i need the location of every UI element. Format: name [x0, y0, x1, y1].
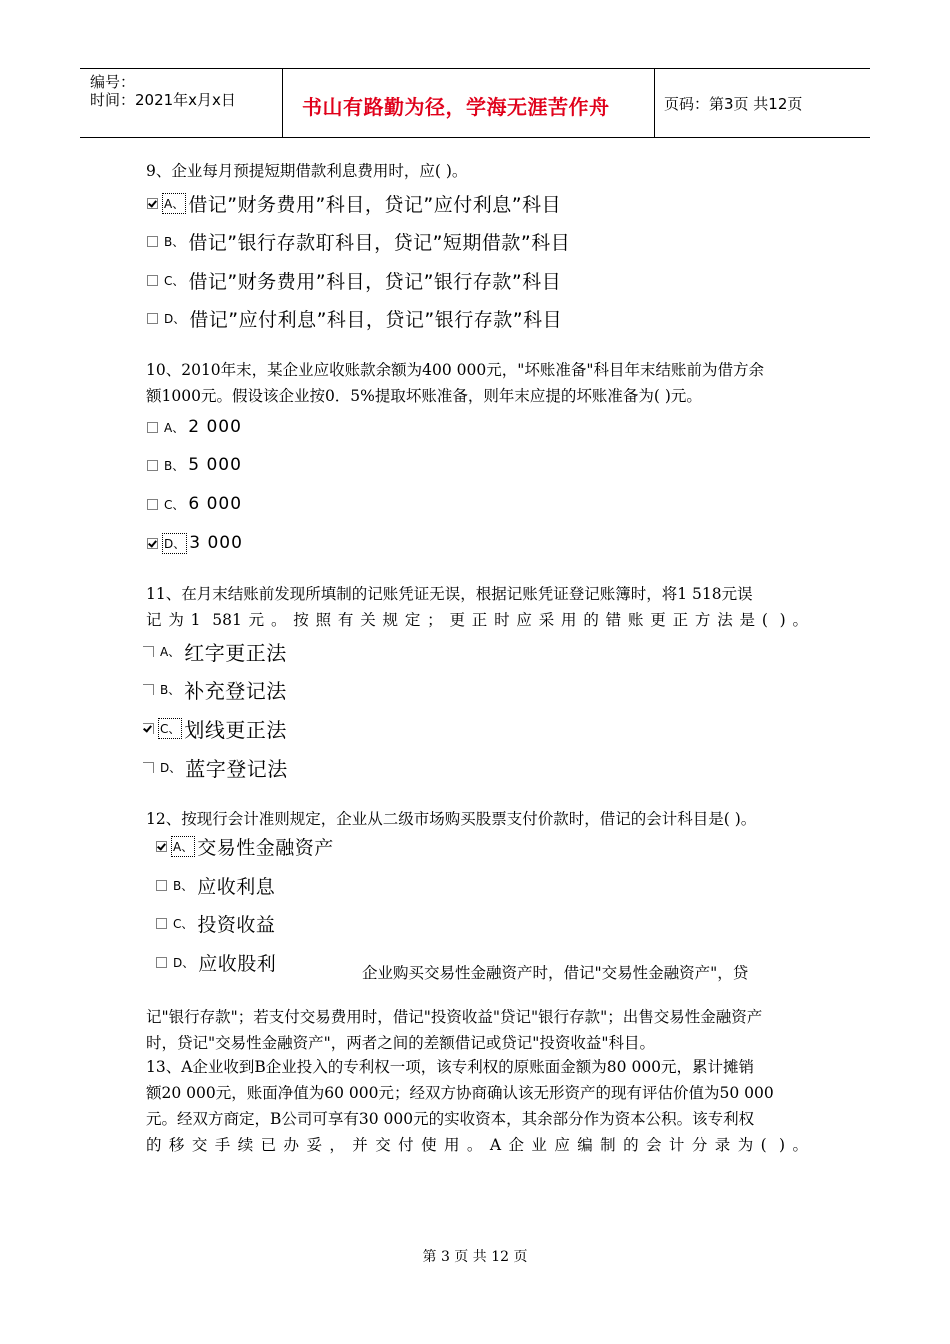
q11-option-b[interactable] [143, 677, 287, 701]
document-header [80, 68, 870, 138]
question-9-stem: 9、企业每月预提短期借款利息费用时，应( )。 [146, 162, 468, 180]
option-text: 划线更正法 [184, 717, 287, 742]
checkbox[interactable] [156, 880, 167, 891]
option-text: 2 000 [188, 417, 242, 437]
option-text: 交易性金融资产 [197, 836, 334, 859]
checkbox[interactable] [143, 684, 154, 695]
date-line: 时间：2021年x月x日 [90, 91, 236, 109]
checkbox[interactable] [147, 460, 158, 471]
checkbox[interactable] [156, 918, 167, 929]
option-letter: B、 [173, 878, 194, 893]
option-text: 红字更正法 [184, 640, 287, 665]
q9-option-d[interactable] [147, 306, 562, 330]
q9-option-b[interactable] [147, 229, 570, 253]
q12-option-d[interactable] [156, 950, 276, 974]
q10-option-c[interactable] [147, 492, 242, 516]
serial-label: 编号： [90, 73, 136, 91]
page-footer: 第 3 页 共 12 页 [422, 1249, 528, 1265]
checkbox-checked[interactable] [147, 538, 158, 549]
question-12-stem: 12、按现行会计准则规定，企业从二级市场购买股票支付价款时，借记的会计科目是( )。 [146, 810, 757, 828]
option-letter: C、 [160, 721, 181, 736]
option-letter: C、 [164, 497, 185, 512]
option-text: 6 000 [188, 494, 243, 514]
option-text: 借记”财务费用”科目，贷记”应付利息”科目 [188, 193, 562, 216]
q11-option-d[interactable] [143, 755, 288, 779]
question-11-stem-line1: 11、在月末结账前发现所填制的记账凭证无误，根据记账凭证登记账簿时，将1 518元误 [146, 585, 753, 603]
option-text: 应收利息 [197, 875, 276, 898]
option-letter: D、 [160, 760, 182, 775]
page-info: 页码：第3页 共12页 [664, 95, 803, 113]
q11-option-c[interactable] [143, 716, 287, 740]
header-divider [654, 69, 655, 137]
header-divider [282, 69, 283, 137]
q12-explanation-line3: 时，贷记"交易性金融资产"，两者之间的差额借记或贷记"投资收益"科目。 [146, 1034, 656, 1052]
question-13-line3: 元。经双方商定，B公司可享有30 000元的实收资本，其余部分作为资本公积。该专利权 [146, 1110, 755, 1128]
q12-option-c[interactable] [156, 911, 275, 935]
q11-option-a[interactable] [143, 639, 287, 663]
checkbox-checked[interactable] [143, 723, 154, 734]
option-letter: B、 [160, 682, 181, 697]
q10-option-d[interactable] [147, 531, 243, 555]
q10-option-a[interactable] [147, 415, 242, 439]
question-13-line2: 额20 000元，账面净值为60 000元；经双方协商确认该无形资产的现有评估价值为50 000 [146, 1084, 774, 1102]
checkbox[interactable] [143, 762, 154, 773]
option-letter: D、 [164, 536, 186, 551]
option-text: 借记”应付利息”科目，贷记”银行存款”科目 [189, 308, 563, 331]
option-text: 借记”银行存款耵科目，贷记”短期借款”科目 [188, 231, 571, 254]
q10-option-b[interactable] [147, 453, 242, 477]
option-letter: A、 [173, 839, 194, 854]
q9-option-a[interactable] [147, 191, 561, 215]
question-13-line4: 的移交手续已办妥，并交付使用。A企业应编制的会计分录为( )。 [146, 1136, 808, 1154]
q9-option-c[interactable] [147, 268, 561, 292]
q12-option-b[interactable] [156, 873, 275, 897]
option-letter: D、 [164, 311, 186, 326]
option-letter: C、 [173, 916, 194, 931]
checkbox-checked[interactable] [156, 841, 167, 852]
option-letter: B、 [164, 234, 185, 249]
question-10-stem-line1: 10、2010年末，某企业应收账款余额为400 000元，"坏账准备"科目年末结账前为借方余 [146, 361, 765, 379]
q12-option-a[interactable] [156, 834, 334, 858]
checkbox[interactable] [147, 313, 158, 324]
option-letter: A、 [164, 420, 185, 435]
checkbox[interactable] [147, 422, 158, 433]
checkbox[interactable] [147, 275, 158, 286]
option-letter: A、 [164, 196, 185, 211]
question-11-stem-line2: 记为1 581元。按照有关规定；更正时应采用的错账更正方法是( )。 [146, 611, 808, 629]
option-letter: A、 [160, 644, 181, 659]
option-letter: D、 [173, 955, 195, 970]
checkbox-checked[interactable] [147, 198, 158, 209]
option-text: 应收股利 [198, 952, 277, 975]
option-text: 借记”财务费用”科目，贷记”银行存款”科目 [188, 270, 562, 293]
motto: 书山有路勤为径，学海无涯苦作舟 [302, 95, 610, 119]
option-text: 补充登记法 [184, 678, 287, 703]
q12-explanation-line2: 记"银行存款"；若支付交易费用时，借记"投资收益"贷记"银行存款"；出售交易性金融资产 [146, 1008, 763, 1026]
checkbox[interactable] [143, 646, 154, 657]
question-10-stem-line2: 额1000元。假设该企业按0．5%提取坏账准备，则年末应提的坏账准备为( )元。 [146, 387, 702, 405]
option-letter: B、 [164, 458, 185, 473]
option-text: 5 000 [188, 455, 242, 475]
checkbox[interactable] [156, 957, 167, 968]
option-letter: C、 [164, 273, 185, 288]
checkbox[interactable] [147, 499, 158, 510]
option-text: 3 000 [189, 533, 243, 553]
q12-explanation-line1: 企业购买交易性金融资产时，借记"交易性金融资产"，贷 [362, 964, 749, 982]
checkbox[interactable] [147, 236, 158, 247]
option-text: 蓝字登记法 [185, 756, 288, 781]
option-text: 投资收益 [197, 913, 276, 936]
question-13-line1: 13、A企业收到B企业投入的专利权一项，该专利权的原账面金额为80 000元，累计摊销 [146, 1058, 755, 1076]
